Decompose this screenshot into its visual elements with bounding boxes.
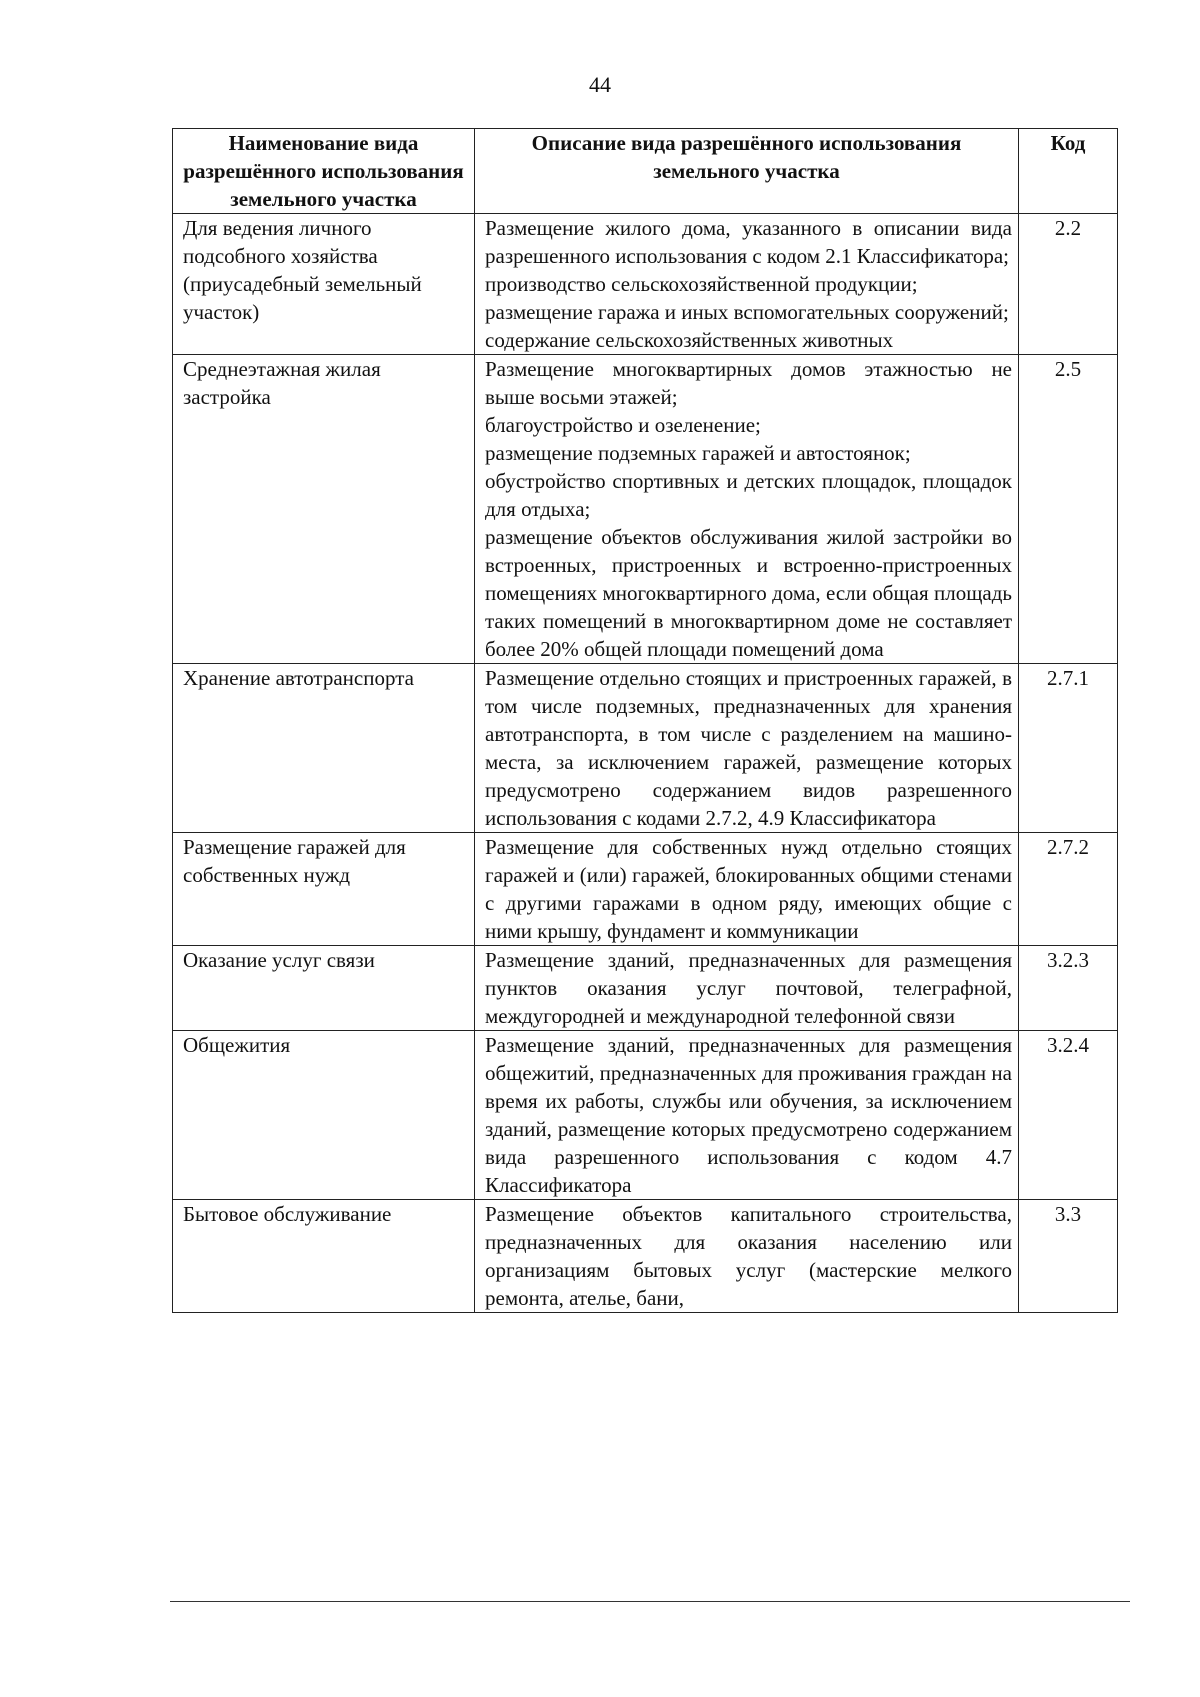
row-name: Хранение автотранспорта	[173, 664, 475, 833]
description-line: размещение объектов обслуживания жилой застройки во встроенных, пристроенных и встроенно-пристроенных помещениях многоквартирного дома, если общая площадь таких помещений в многоквартирном доме не составляет более 20% общей площади помещений дома	[485, 525, 1012, 661]
row-code: 3.3	[1019, 1200, 1118, 1313]
row-description	[475, 1031, 1019, 1200]
header-code: Код	[1019, 129, 1118, 214]
row-name: Для ведения личного подсобного хозяйства (приусадебный земельный участок)	[173, 214, 475, 355]
description-line: размещение гаража и иных вспомогательных сооружений;	[485, 300, 1009, 324]
description-line: Размещение объектов капитального строительства, предназначенных для оказания населению или организациям бытовых услуг (мастерские мелкого ремонта, ателье, бани,	[485, 1202, 1012, 1310]
row-description	[475, 355, 1019, 664]
table-row	[173, 355, 1118, 664]
table-row	[173, 946, 1118, 1031]
header-name: Наименование вида разрешённого использования земельного участка	[173, 129, 475, 214]
description-line: Размещение отдельно стоящих и пристроенных гаражей, в том числе подземных, предназначенных для хранения автотранспорта, в том числе с разделением на машино-места, за исключением гаражей, размещение которых предусмотрено содержанием видов разрешенного использования с кодами 2.7.2, 4.9 Классификатора	[485, 666, 1012, 830]
description-line: благоустройство и озеленение;	[485, 413, 761, 437]
page-number: 44	[589, 72, 611, 97]
table-row	[173, 833, 1118, 946]
row-name: Размещение гаражей для собственных нужд	[173, 833, 475, 946]
row-description	[475, 1200, 1019, 1313]
row-description	[475, 664, 1019, 833]
description-line: Размещение для собственных нужд отдельно стоящих гаражей и (или) гаражей, блокированных общими стенами с другими гаражами в одном ряду, имеющих общие с ними крышу, фундамент и коммуникации	[485, 835, 1012, 943]
description-line: содержание сельскохозяйственных животных	[485, 328, 894, 352]
description-line: Размещение зданий, предназначенных для размещения пунктов оказания услуг почтовой, телеграфной, междугородней и международной телефонной связи	[485, 948, 1012, 1028]
table-row	[173, 1200, 1118, 1313]
land-use-table	[172, 128, 1118, 1313]
row-code: 2.2	[1019, 214, 1118, 355]
header-description: Описание вида разрешённого использования земельного участка	[475, 129, 1019, 214]
row-code: 2.5	[1019, 355, 1118, 664]
description-line: производство сельскохозяйственной продукции;	[485, 272, 918, 296]
row-name: Бытовое обслуживание	[173, 1200, 475, 1313]
description-line: Размещение многоквартирных домов этажностью не выше восьми этажей;	[485, 357, 1012, 409]
row-name: Общежития	[173, 1031, 475, 1200]
row-code: 2.7.2	[1019, 833, 1118, 946]
row-code: 3.2.4	[1019, 1031, 1118, 1200]
description-line: размещение подземных гаражей и автостоянок;	[485, 441, 911, 465]
description-line: обустройство спортивных и детских площадок, площадок для отдыха;	[485, 469, 1012, 521]
row-description	[475, 833, 1019, 946]
table-row	[173, 1031, 1118, 1200]
description-line: Размещение жилого дома, указанного в описании вида разрешенного использования с кодом 2.1 Классификатора;	[485, 216, 1012, 268]
row-code: 2.7.1	[1019, 664, 1118, 833]
row-description	[475, 946, 1019, 1031]
row-code: 3.2.3	[1019, 946, 1118, 1031]
row-name: Оказание услуг связи	[173, 946, 475, 1031]
table-row	[173, 664, 1118, 833]
row-name: Среднеэтажная жилая застройка	[173, 355, 475, 664]
table-row	[173, 214, 1118, 355]
footer-divider	[170, 1601, 1130, 1602]
table-header-row	[173, 129, 1118, 214]
row-description	[475, 214, 1019, 355]
description-line: Размещение зданий, предназначенных для размещения общежитий, предназначенных для проживания граждан на время их работы, службы или обучения, за исключением зданий, размещение которых предусмотрено содержанием вида разрешенного использования с кодом 4.7 Классификатора	[485, 1033, 1012, 1197]
